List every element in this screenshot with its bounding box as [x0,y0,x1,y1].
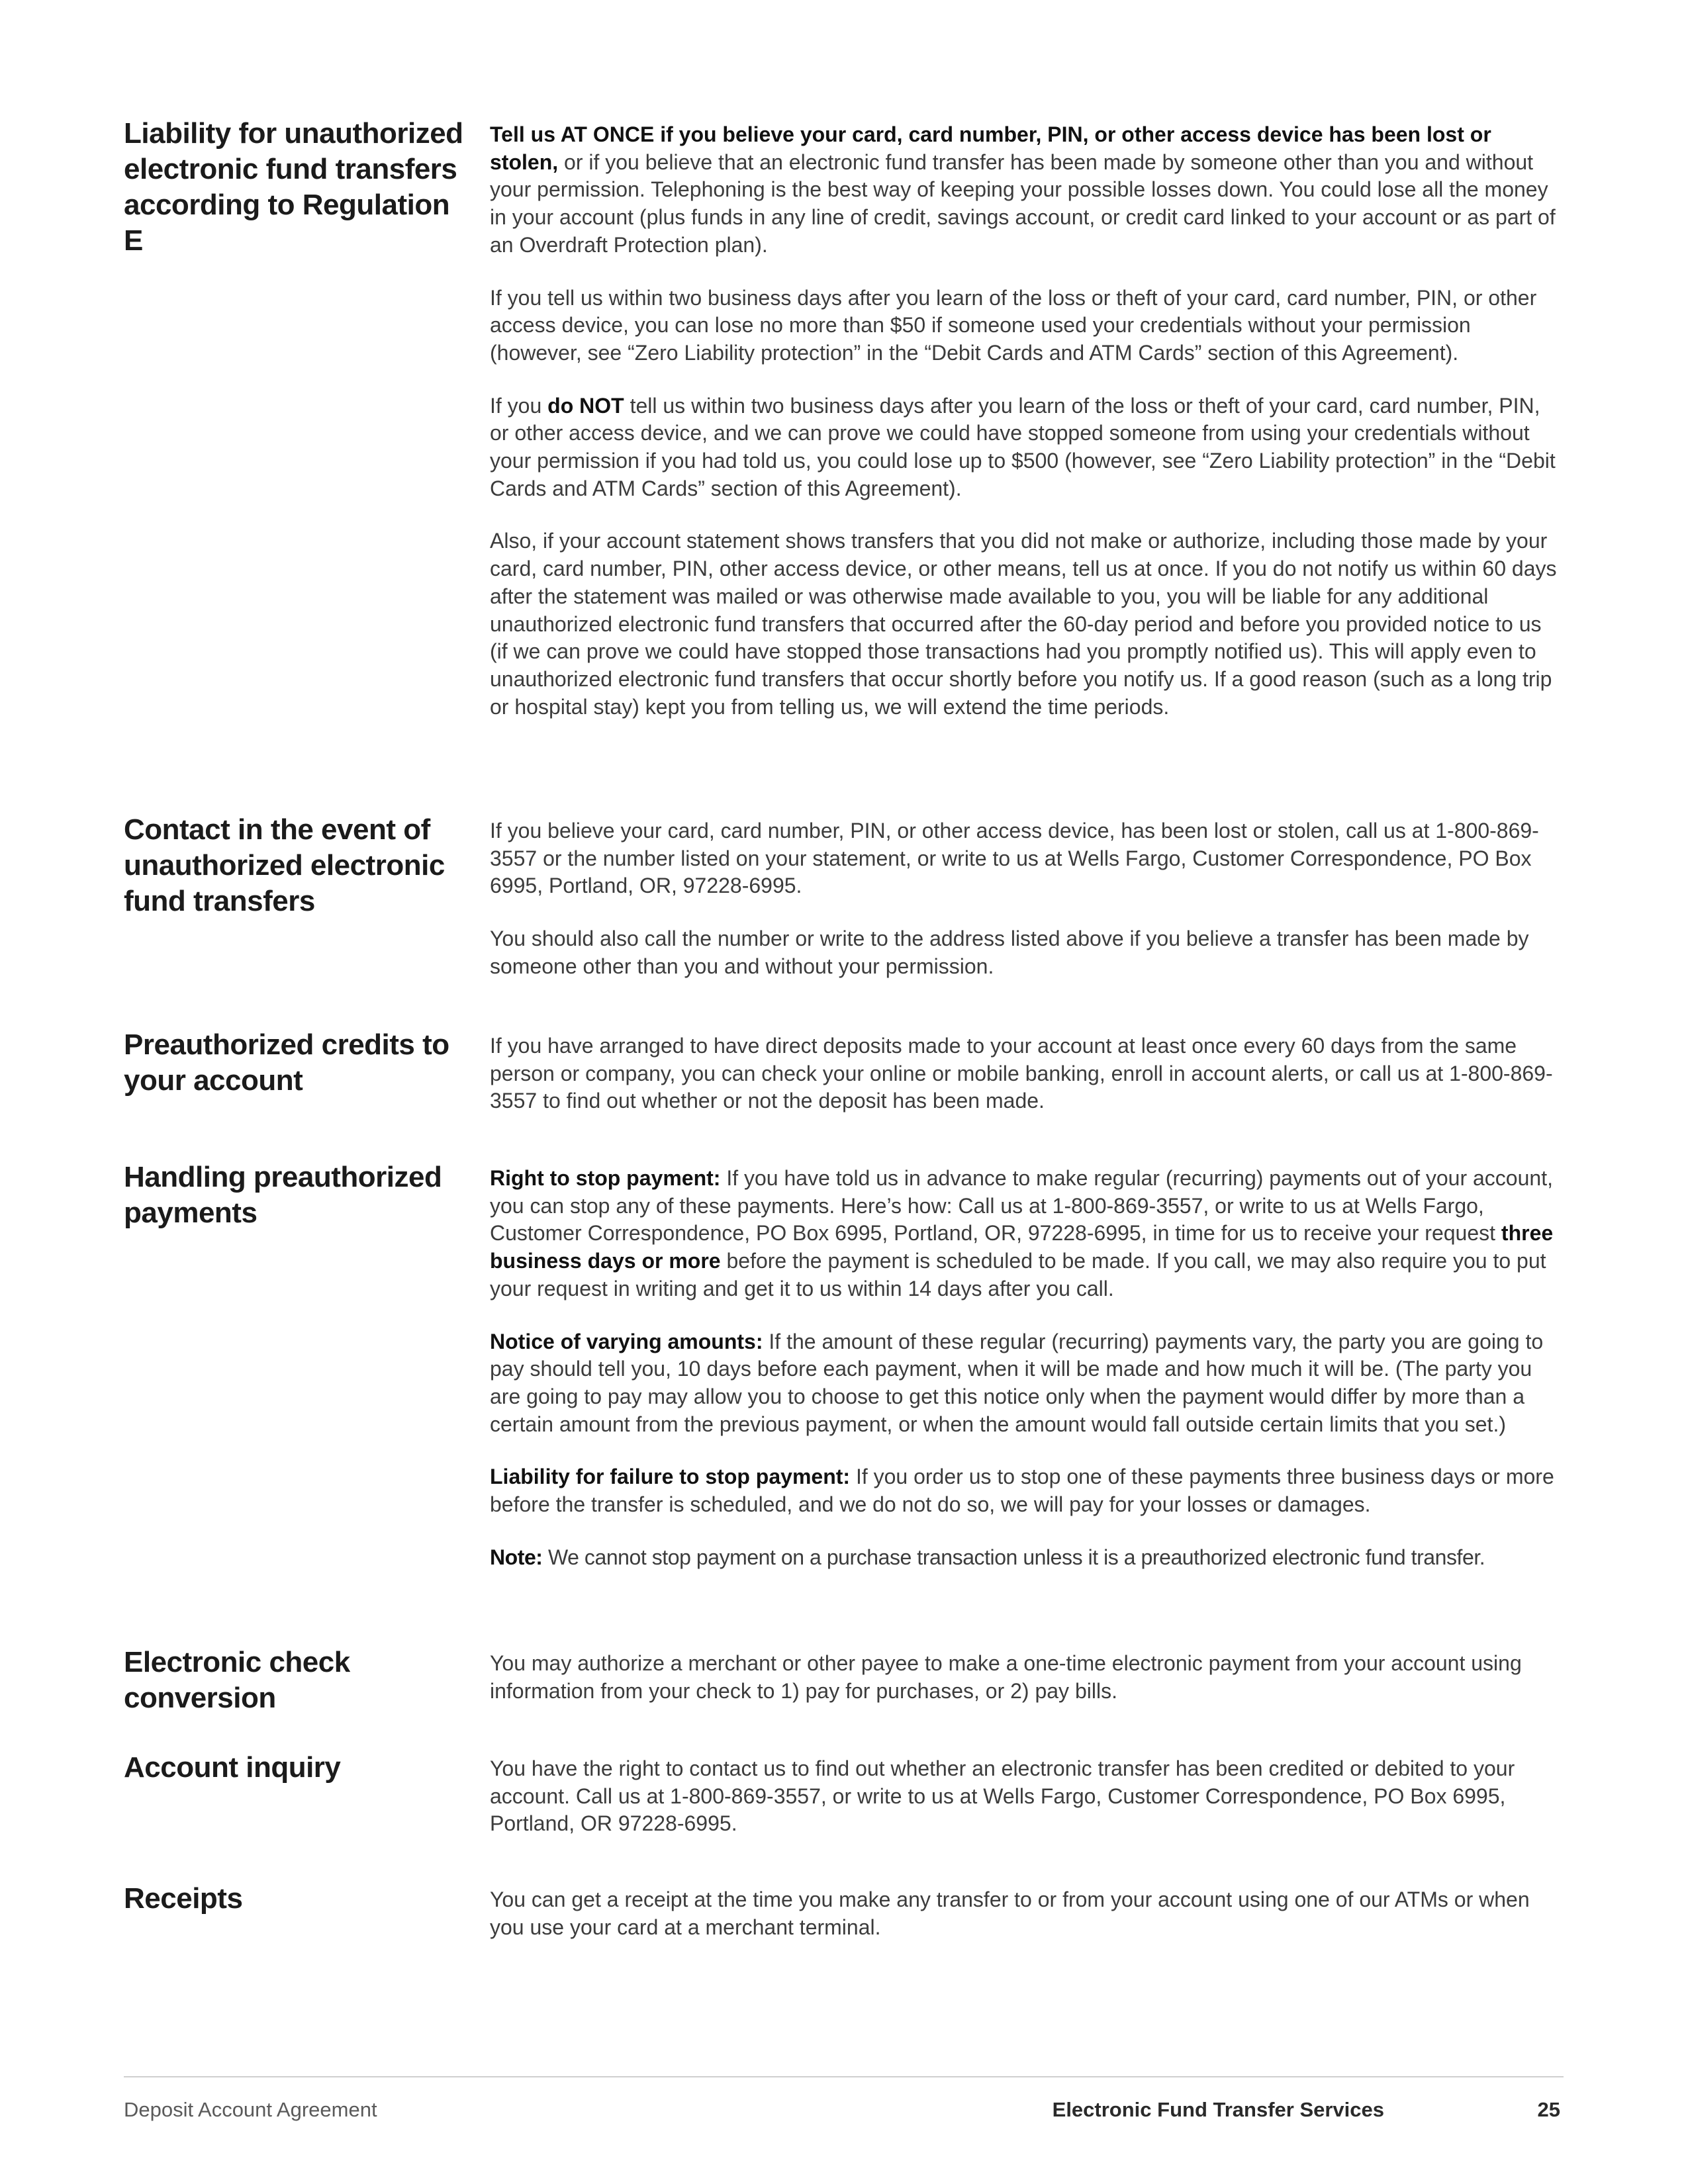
paragraph-text: If the amount of these regular (recurring) payments vary, the party you are going to pay should tell you, 10 days before each payment, when it will be made and how much it will be. (The party you are going to pay may allow you to choose to get this notice only when the payment would differ by more than a certain amount from the previous payment, or when the amount would fall outside certain limits that you set.) [490,1329,1544,1436]
page-number: 25 [1537,2098,1560,2121]
paragraph [490,1755,1562,1838]
section-body [490,1650,1562,1705]
paragraph-text: If you order us to stop one of these payments three business days or more before the transfer is scheduled, and we do not do so, we will pay for your losses or damages. [490,1465,1554,1517]
paragraph [490,1544,1562,1572]
paragraph [490,1886,1562,1941]
section-body [490,1886,1562,1941]
paragraph-text: before the payment is scheduled to be made. If you call, we may also require you to put your request in writing and get it to us within 14 days after you call. [490,1249,1546,1300]
paragraph-text: If you have told us in advance to make regular (recurring) payments out of your account, you can stop any of these payments. Here’s how: Call us at 1-800-869-3557, or write to us at Wells Fargo, Customer Correspondence, PO Box 6995, Portland, OR, 97228-6995, in time for us to receive your request [490,1166,1553,1246]
bold-emphasis: do NOT [547,393,624,418]
paragraph-text: tell us within two business days after you learn of the loss or theft of your card, card number, PIN, or other access device, and we can prove we could have stopped someone from using your credentials without your permission if you had told us, you could lose up to $500 (however, see “Zero Liability protection” in the “Debit Cards and ATM Cards” section of this Agreement). [490,393,1556,500]
paragraph-text: You have the right to contact us to find out whether an electronic transfer has been credited or debited to your account. Call us at 1-800-869-3557, or write to us at Wells Fargo, Customer Correspondence, PO Box 6995, Portland, OR 97228-6995. [490,1756,1515,1836]
paragraph-text: We cannot stop payment on a purchase transaction unless it is a preauthorized electronic fund transfer. [542,1545,1485,1569]
footer-divider [124,2076,1564,2077]
paragraph [490,285,1562,367]
section-heading: Electronic check conversion [124,1646,350,1714]
bold-lead: Note: [490,1545,543,1569]
paragraph [490,392,1562,503]
section-body [490,1165,1562,1571]
bold-lead: Right to stop payment: [490,1166,721,1190]
paragraph-text: You can get a receipt at the time you make any transfer to or from your account using one of our ATMs or when you use your card at a merchant terminal. [490,1888,1530,1939]
paragraph [490,817,1562,900]
paragraph-text: You should also call the number or write to the address listed above if you believe a transfer has been made by someone other than you and without your permission. [490,927,1529,978]
paragraph-text: If you have arranged to have direct deposits made to your account at least once every 60 days from the same person or company, you can check your online or mobile banking, enroll in account alerts, or call us at 1-800-869-3557 to find out whether or not the deposit has been made. [490,1034,1553,1113]
paragraph [490,527,1562,721]
section-heading: Liability for unauthorized electronic fund transfers according to Regulation E [124,117,463,257]
paragraph [490,1032,1562,1115]
paragraph-text: If you tell us within two business days after you learn of the loss or theft of your card, card number, PIN, or other access device, you can lose no more than $50 if someone used your credentials without your permission (however, see “Zero Liability protection” in the “Debit Cards and ATM Cards” section of this Agreement). [490,285,1537,365]
bold-emphasis: three business days or more [490,1221,1554,1273]
section-heading: Receipts [124,1882,243,1915]
paragraph [490,1650,1562,1705]
section-heading: Handling preauthorized payments [124,1161,442,1229]
bold-lead: Liability for failure to stop payment: [490,1465,851,1489]
section-body [490,817,1562,981]
footer-section-title: Electronic Fund Transfer Services [1052,2098,1384,2121]
paragraph-text-pre: If you [490,393,548,418]
paragraph-text: or if you believe that an electronic fund transfer has been made by someone other than you and without your permission. Telephoning is the best way of keeping your possible losses down. You could lose all the money in your account (plus funds in any line of credit, savings account, or credit card linked to your account or as part of an Overdraft Protection plan). [490,150,1556,257]
paragraph [490,1328,1562,1439]
section-heading: Account inquiry [124,1751,341,1784]
bold-lead: Notice of varying amounts: [490,1329,763,1353]
section-body [490,121,1562,721]
section-body [490,1755,1562,1838]
paragraph-text: Also, if your account statement shows transfers that you did not make or authorize, including those made by your card, card number, PIN, other access device, or other means, tell us at once. If you do not notify us within 60 days after the statement was mailed or was otherwise made available to you, you will be liable for any additional unauthorized electronic fund transfers that occurred after the 60-day period and before you provided notice to us (if we can prove we could have stopped those transactions had you promptly notified us). This will apply even to unauthorized electronic fund transfers that occur shortly before you notify us. If a good reason (such as a long trip or hospital stay) kept you from telling us, we will extend the time periods. [490,529,1557,719]
section-heading: Preauthorized credits to your account [124,1028,449,1097]
paragraph-text: If you believe your card, card number, PIN, or other access device, has been lost or stolen, call us at 1-800-869-3557 or the number listed on your statement, or write to us at Wells Fargo, Customer Correspondence, PO Box 6995, Portland, OR, 97228-6995. [490,819,1539,898]
footer-document-title: Deposit Account Agreement [124,2098,377,2121]
paragraph [490,925,1562,980]
section-body [490,1032,1562,1115]
paragraph [490,1463,1562,1518]
section-heading: Contact in the event of unauthorized electronic fund transfers [124,813,445,917]
paragraph [490,121,1562,259]
bold-lead: Tell us AT ONCE if you believe your card, card number, PIN, or other access device has been lost or stolen, [490,122,1491,174]
paragraph-text: You may authorize a merchant or other payee to make a one-time electronic payment from your account using information from your check to 1) pay for purchases, or 2) pay bills. [490,1651,1522,1703]
paragraph [490,1165,1562,1303]
